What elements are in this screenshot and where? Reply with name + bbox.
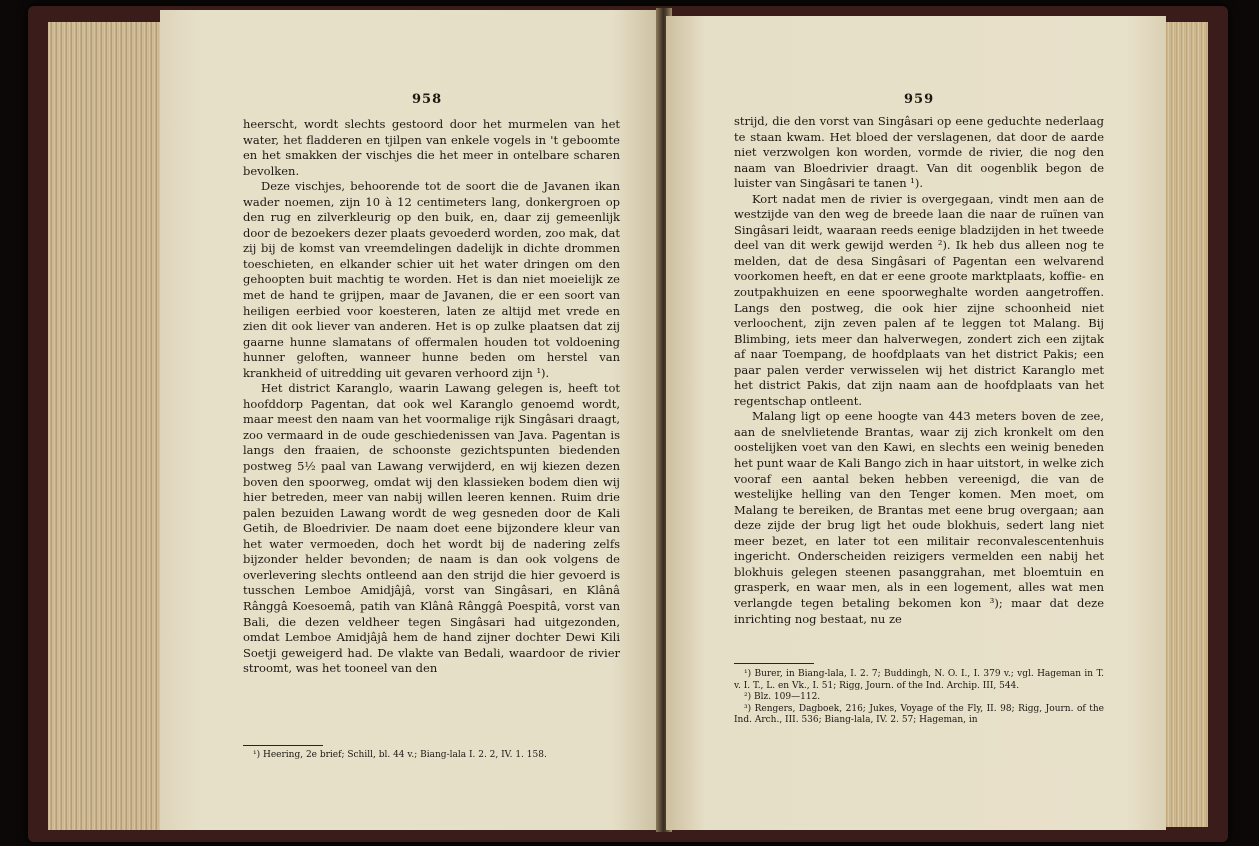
left-page [160,10,662,830]
page-number: 958 [412,92,443,107]
right-page [666,16,1166,830]
paragraph: Deze vischjes, behoorende tot de soort die de Javanen ikan wader noemen, zijn 10 à 12 centimeters lang, donkergroen op den rug en zilverkleurig op den buik, en, daar zij gemeenlijk door de bezoekers dezer plaats gevoederd worden, zoo mak, dat zij bij de komst van vreemdelingen dadelijk in dichte drommen toeschieten, en elkander schier uit het water dringen om den gehoopten buit machtig te worden. Het is dan niet moeielijk ze met de hand te grijpen, maar de Javanen, die er een soort van heiligen eerbied voor koesteren, laten ze altijd met vrede en zien dit ook liever van anderen. Het is op zulke plaatsen dat zij gaarne hunne slamatans of offermalen houden tot voldoening hunner geloften, wanneer hunne beden om herstel van krankheid of uitredding uit gevaren verhoord zijn ¹). [243,179,620,380]
footnote-rule [243,745,323,746]
body-text [734,114,1104,627]
paragraph: Kort nadat men de rivier is overgegaan, vindt men aan de westzijde van den weg de breede laan die naar de ruïnen van Singâsari leidt, waaraan reeds eenige bladzijden in het tweede deel van dit werk gewijd werden ²). Ik heb dus alleen nog te melden, dat de desa Singâsari of Pagentan een welvarend voorkomen heeft, en dat er eene groote marktplaats, koffie- en zoutpakhuizen en eene spoorweghalte worden aangetroffen. Langs den postweg, die ook hier zijne schoonheid niet verloochent, zijn zeven palen af te leggen tot Malang. Bij Blimbing, iets meer dan halverwegen, zondert zich een zijtak af naar Toempang, de hoofdplaats van het district Pakis; een paar palen verder verwisselen wij het district Karanglo met het district Pakis, dat zijn naam aan de hoofdplaats van het regentschap ontleent. [734,191,1104,408]
body-text [243,117,620,677]
footnote: ²) Blz. 109—112. [744,692,821,702]
page-edges-right [1160,22,1208,827]
page-edges-left [48,22,168,830]
footnotes [734,669,1104,727]
paragraph: heerscht, wordt slechts gestoord door het murmelen van het water, het fladderen en tjilpen van enkele vogels in 't geboomte en het smakken der vischjes die het meer in ontelbare scharen bevolken. [243,117,620,178]
paragraph: Malang ligt op eene hoogte van 443 meters boven de zee, aan de snelvlietende Brantas, waar zij zich kronkelt om den oostelijken voet van den Kawi, en slechts een weinig beneden het punt waar de Kali Bango zich in haar uitstort, in welke zich vooraf een aantal beken hebben vereenigd, die van de westelijke helling van den Tenger komen. Men moet, om Malang te bereiken, de Brantas met eene brug overgaan; aan deze zijde der brug ligt het oude blokhuis, sedert lang niet meer bezet, en later tot een militair reconvalescentenhuis ingericht. Onderscheiden reizigers vermelden een nabij het blokhuis gelegen steenen pasanggrahan, met bloemtuin en grasperk, en waar men, als in een logement, alles wat men verlangde tegen betaling bekomen kon ³); maar dat deze inrichting nog bestaat, nu ze [734,409,1104,626]
footnote: ³) Rengers, Dagboek, 216; Jukes, Voyage of the Fly, II. 98; Rigg, Journ. of the Ind. Arch., III. 536; Biang-lala, IV. 2. 57; Hageman, in [734,703,1104,725]
footnotes [243,750,620,762]
footnote: ¹) Burer, in Biang-lala, I. 2. 7; Buddingh, N. O. I., I. 379 v.; vgl. Hageman in T. v. I. T., L. en Vk., I. 51; Rigg, Journ. of the Ind. Archip. III, 544. [734,669,1104,691]
paragraph: strijd, die den vorst van Singâsari op eene geduchte nederlaag te staan kwam. Het bloed der verslagenen, dat door de aarde niet verzwolgen kon worden, vormde de rivier, die nog den naam van Bloedrivier draagt. Van dit oogenblik begon de luister van Singâsari te tanen ¹). [734,114,1104,191]
footnote: ¹) Heering, 2e brief; Schill, bl. 44 v.; Biang-lala I. 2. 2, IV. 1. 158. [253,750,547,760]
page-number: 959 [904,92,935,107]
footnote-rule [734,663,814,664]
paragraph: Het district Karanglo, waarin Lawang gelegen is, heeft tot hoofddorp Pagentan, dat ook wel Karanglo genoemd wordt, maar meest den naam van het voormalige rijk Singâsari draagt, zoo vermaard in de oude geschiedenissen van Java. Pagentan is langs den fraaien, de schoonste gezichtspunten biedenden postweg 5½ paal van Lawang verwijderd, en wij kiezen dezen boven den spoorweg, omdat wij den klassieken bodem dien wij hier betreden, meer van nabij willen leeren kennen. Ruim drie palen bezuiden Lawang wordt de weg gesneden door de Kali Getih, de Bloedrivier. De naam doet eene bijzondere kleur van het water vermoeden, doch het wordt bij de nadering zelfs bijzonder helder bevonden; de naam is dan ook volgens de overlevering slechts ontleend aan den strijd die hier gevoerd is tusschen Lemboe Amidjâjâ, vorst van Singâsari, en Klânâ Rânggâ Koesoemâ, patih van Klânâ Rânggâ Poespitâ, vorst van Bali, die dezen veldheer tegen Singâsari had uitgezonden, omdat Lemboe Amidjâjâ hem de hand zijner dochter Dewi Kili Soetji geweigerd had. De vlakte van Bedali, waardoor de rivier stroomt, was het tooneel van den [243,381,620,676]
